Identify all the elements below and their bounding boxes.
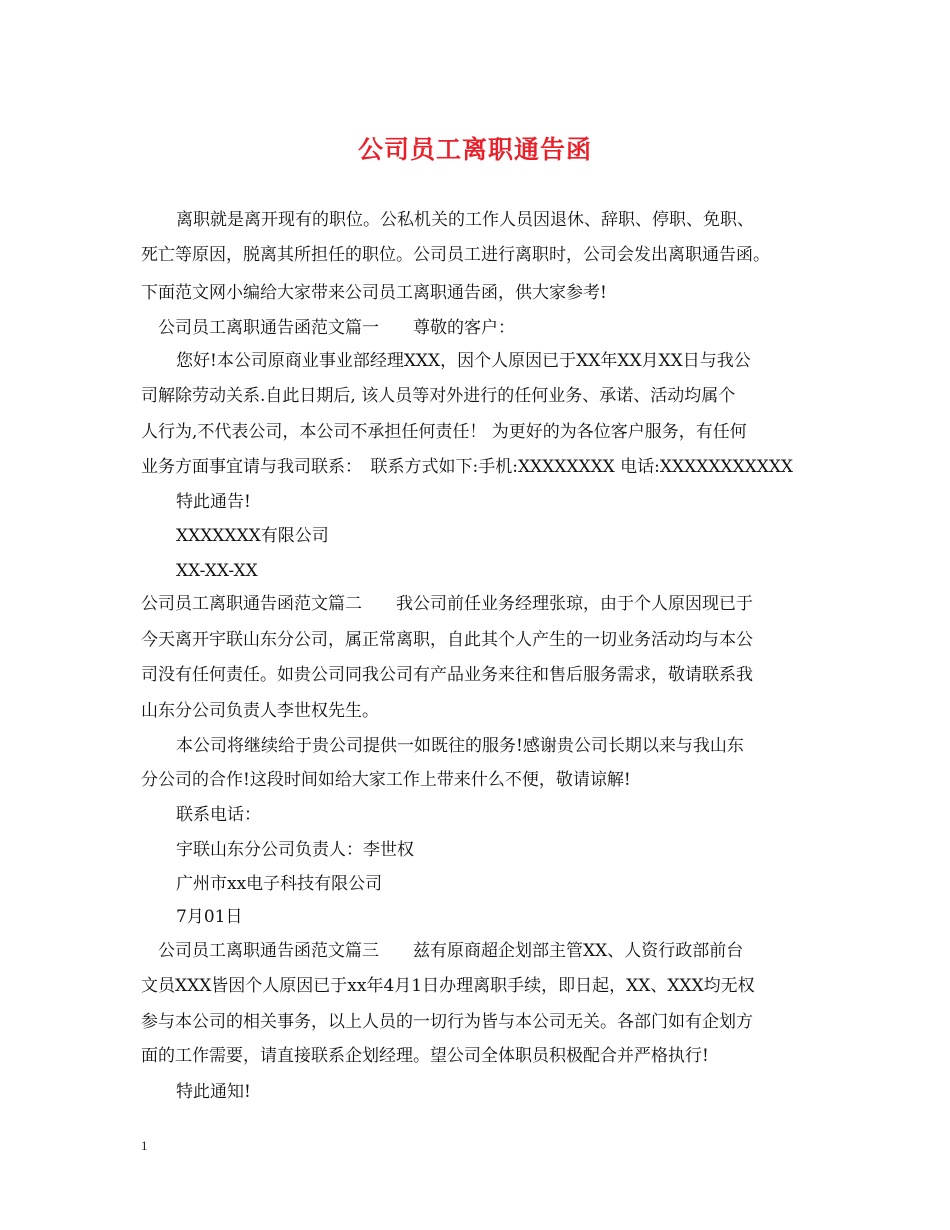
body-line: 特此通告! <box>176 492 251 512</box>
body-line: 司解除劳动关系.自此日期后, 该人员等对外进行的任何业务、承诺、活动均属个 <box>141 386 736 406</box>
body-line: 您好!本公司原商业事业部经理XXX，因个人原因已于XX年XX月XX日与我公 <box>176 351 751 371</box>
section-heading: 公司员工离职通告函范文篇二 我公司前任业务经理张琼，由于个人原因现已于 <box>141 594 753 614</box>
body-line: 宇联山东分公司负责人：李世权 <box>176 840 414 860</box>
body-line: 7月01日 <box>176 907 243 927</box>
body-line: 文员XXX皆因个人原因已于xx年4月1日办理离职手续，即日起，XX、XXX均无权 <box>141 976 755 996</box>
body-line: 今天离开宇联山东分公司，属正常离职，自此其个人产生的一切业务活动均与本公 <box>141 630 753 650</box>
body-line: 人行为,不代表公司，本公司不承担任何责任！ 为更好的为各位客户服务，有任何 <box>141 422 747 442</box>
body-line: 联系电话： <box>176 805 261 825</box>
body-line: 下面范文网小编给大家带来公司员工离职通告函，供大家参考! <box>141 283 607 303</box>
body-line: 广州市xx电子科技有限公司 <box>176 874 383 894</box>
document-title: 公司员工离职通告函 <box>357 135 592 164</box>
body-line: 特此通知! <box>176 1082 251 1102</box>
body-line: 离职就是离开现有的职位。公私机关的工作人员因退休、辞职、停职、免职、 <box>176 210 754 230</box>
body-line: 参与本公司的相关事务，以上人员的一切行为皆与本公司无关。各部门如有企划方 <box>141 1012 753 1032</box>
body-line: 业务方面事宜请与我司联系： 联系方式如下:手机:XXXXXXXX 电话:XXXXXXXXXXX <box>141 457 794 477</box>
section-heading: 公司员工离职通告函范文篇一 尊敬的客户： <box>158 318 515 338</box>
body-line: XX-XX-XX <box>176 561 258 581</box>
body-line: 司没有任何责任。如贵公司同我公司有产品业务来往和售后服务需求，敬请联系我 <box>141 665 753 685</box>
body-line: 分公司的合作!这段时间如给大家工作上带来什么不便，敬请谅解! <box>141 770 631 790</box>
page-number: 1 <box>141 1138 148 1153</box>
body-line: 死亡等原因，脱离其所担任的职位。公司员工进行离职时，公司会发出离职通告函。 <box>141 245 770 265</box>
body-line: 面的工作需要，请直接联系企划经理。望公司全体职员积极配合并严格执行! <box>141 1046 709 1066</box>
section-heading: 公司员工离职通告函范文篇三 兹有原商超企划部主管XX、人资行政部前台 <box>158 941 744 961</box>
body-line: 本公司将继续给于贵公司提供一如既往的服务!感谢贵公司长期以来与我山东 <box>176 736 744 756</box>
body-line: 山东分公司负责人李世权先生。 <box>141 701 379 721</box>
body-line: XXXXXXX有限公司 <box>176 526 329 546</box>
